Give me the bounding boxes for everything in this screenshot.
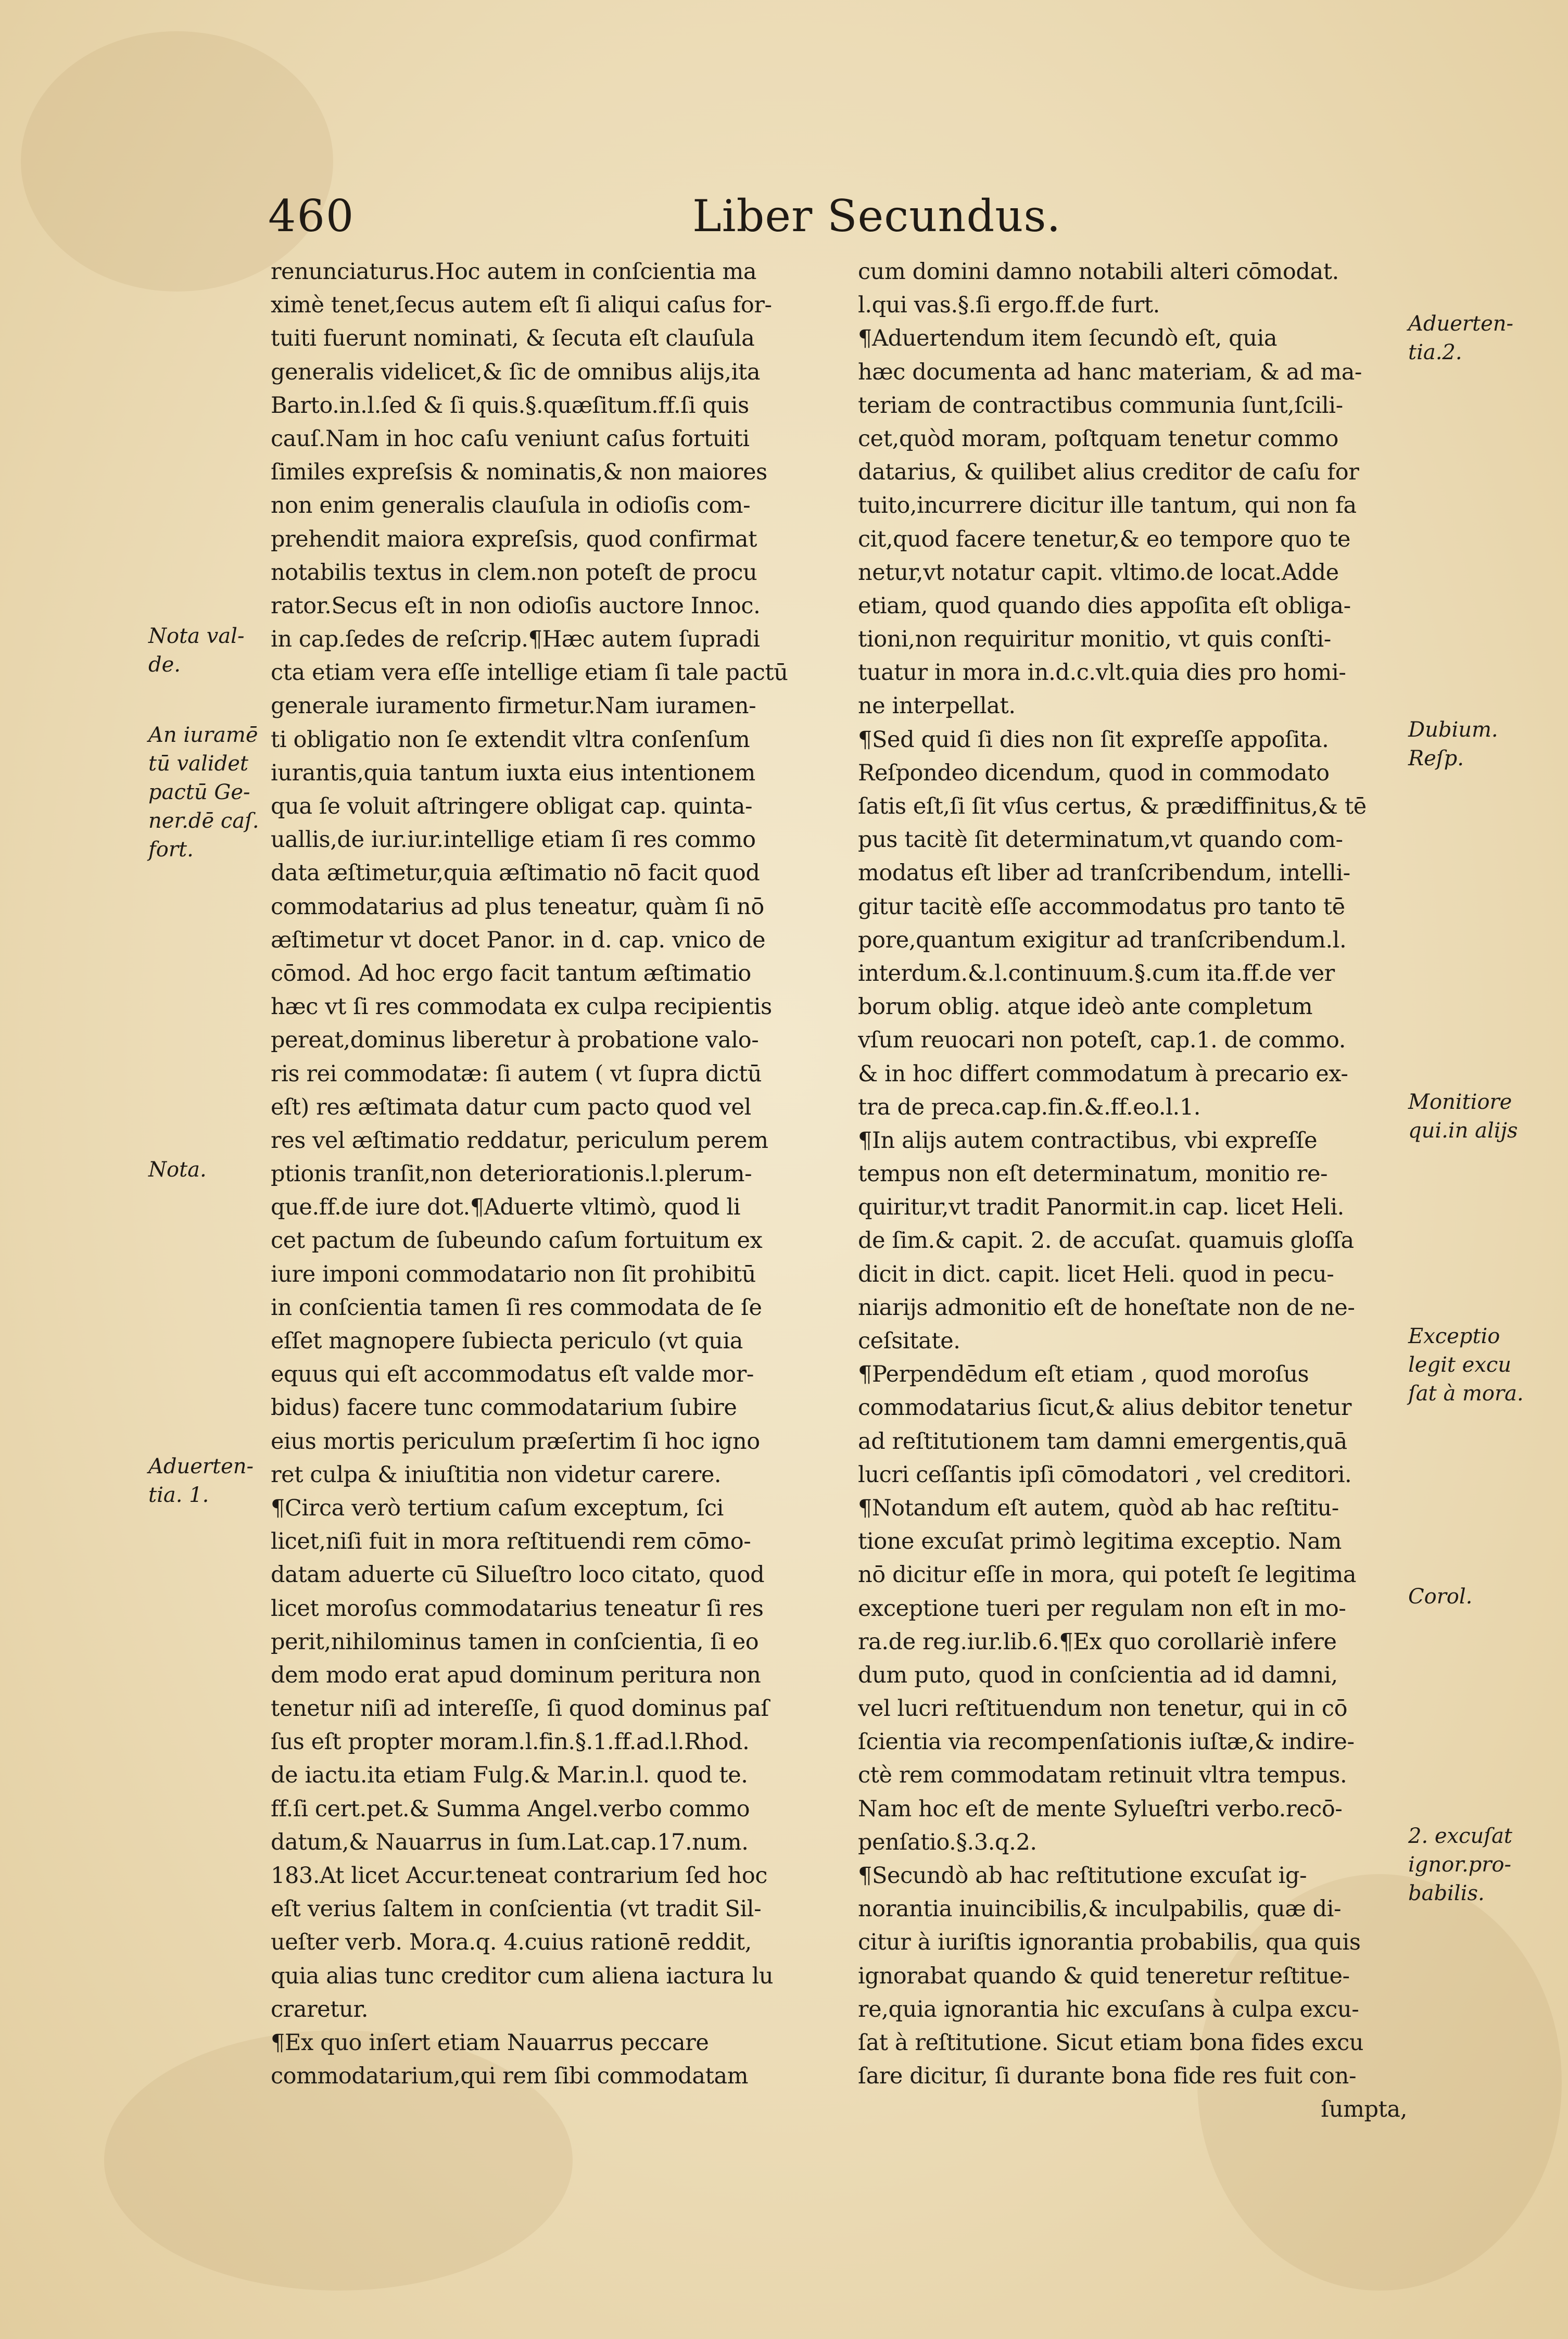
text-line: dem modo erat apud dominum peritura non [271, 1662, 761, 1688]
text-line: de iactu.ita etiam Fulg.& Mar.in.l. quod te. [271, 1762, 748, 1789]
text-line: ſus eſt propter moram.l.fin.§.1.ff.ad.l.Rhod. [271, 1729, 750, 1755]
margin-note-line: Aduerten- [1408, 312, 1514, 336]
text-line: generale iuramento firmetur.Nam iuramen- [271, 693, 756, 719]
margin-note [148, 1156, 207, 1184]
text-line: vel lucri reſtituendum non tenetur, qui in cō [858, 1696, 1348, 1722]
margin-note-line: Nota val- [148, 624, 245, 648]
text-line: ¶Aduertendum item ſecundò eſt, quia [858, 325, 1278, 352]
margin-note-line: Corol. [1408, 1585, 1473, 1609]
text-line: ¶Notandum eſt autem, quòd ab hac reſtitu- [858, 1495, 1339, 1521]
text-line: in cap.ſedes de reſcrip.¶Hæc autem ſupradi [271, 626, 760, 653]
margin-note-line: fort. [148, 838, 194, 862]
text-line: cta etiam vera eſſe intellige etiam ſi tale pactū [271, 660, 788, 686]
margin-note-line: ner.dē caſ. [148, 809, 259, 833]
text-line: cet pactum de ſubeundo caſum fortuitum ex [271, 1228, 763, 1254]
text-line: ſumpta, [1321, 2096, 1407, 2123]
text-line: in conſcientia tamen ſi res commodata de ſe [271, 1294, 762, 1321]
text-line: licet moroſus commodatarius teneatur ſi res [271, 1595, 764, 1622]
text-line: teriam de contractibus communia ſunt,ſcili- [858, 392, 1343, 419]
text-line: tempus non eſt determinatum, monitio re- [858, 1161, 1328, 1187]
text-line: ret culpa & iniuſtitia non videtur carere. [271, 1461, 722, 1488]
margin-note-line: babilis. [1408, 1881, 1485, 1905]
text-line: etiam, quod quando dies appoſita eſt obliga- [858, 592, 1351, 619]
text-line: ſat à reſtitutione. Sicut etiam bona fides excu [858, 2029, 1364, 2056]
text-line: ſare dicitur, ſi durante bona fide res fuit con- [858, 2063, 1357, 2090]
text-line: dicit in dict. capit. licet Heli. quod in pecu- [858, 1261, 1334, 1287]
text-line: ra.de reg.iur.lib.6.¶Ex quo corollariè infere [858, 1628, 1337, 1655]
text-line: ris rei commodatæ: ſi autem ( vt ſupra dictū [271, 1060, 762, 1087]
text-line: res vel æſtimatio reddatur, periculum perem [271, 1127, 768, 1154]
running-head [0, 185, 1568, 247]
text-line: cum domini damno notabili alteri cōmodat. [858, 259, 1339, 285]
text-line: cauſ.Nam in hoc caſu veniunt caſus fortuiti [271, 425, 750, 452]
text-line: ignorabat quando & quid teneretur reſtitue- [858, 1963, 1350, 1989]
text-line: que.ff.de iure dot.¶Aduerte vltimò, quod li [271, 1194, 741, 1221]
text-line: niarijs admonitio eſt de honeſtate non de ne- [858, 1294, 1355, 1321]
margin-note-line: Dubium. [1408, 718, 1498, 742]
text-line: ¶Ex quo inſert etiam Nauarrus peccare [271, 2029, 709, 2056]
text-line: re,quia ignorantia hic excuſans à culpa excu- [858, 1996, 1359, 2022]
margin-note [1408, 310, 1513, 367]
text-line: Nam hoc eſt de mente Sylueſtri verbo.recō- [858, 1796, 1343, 1822]
text-line: tuiti fuerunt nominati, & ſecuta eſt clauſula [271, 325, 755, 352]
text-line: ti obligatio non ſe extendit vltra conſenſum [271, 726, 750, 753]
text-line: ¶Perpendēdum eſt etiam , quod moroſus [858, 1361, 1309, 1388]
margin-note [1408, 716, 1498, 773]
text-line: commodatarius ſicut,& alius debitor tenetur [858, 1395, 1351, 1421]
text-line: pereat,dominus liberetur à probatione valo- [271, 1027, 759, 1054]
page-title: Liber Secundus. [692, 191, 1061, 242]
text-line: hæc vt ſi res commodata ex culpa recipientis [271, 994, 772, 1020]
text-line: quia alias tunc creditor cum aliena iactura lu [271, 1963, 774, 1989]
text-line: tione excuſat primò legitima exceptio. Nam [858, 1528, 1342, 1555]
margin-note-line: ignor.pro- [1408, 1853, 1512, 1877]
margin-note [1408, 1322, 1524, 1408]
text-line: ſcientia via recompenſationis iuſtæ,& indire- [858, 1729, 1355, 1755]
text-line: pore,quantum exigitur ad tranſcribendum.l. [858, 927, 1347, 953]
text-line: l.qui vas.§.ſi ergo.ff.de furt. [858, 292, 1160, 319]
margin-note-line: ſat à mora. [1408, 1382, 1524, 1406]
margin-note [1408, 1088, 1518, 1145]
text-line: data æſtimetur,quia æſtimatio nō facit quod [271, 860, 760, 887]
text-line: quiritur,vt tradit Panormit.in cap. licet Heli. [858, 1194, 1344, 1221]
margin-note-line: tū validet [148, 752, 248, 776]
margin-note [148, 1452, 254, 1510]
text-line: equus qui eſt accommodatus eſt valde mor- [271, 1361, 754, 1388]
margin-note [1408, 1822, 1512, 1908]
text-line: eius mortis periculum præſertim ſi hoc igno [271, 1428, 760, 1455]
margin-note [148, 622, 244, 679]
text-line: ad reſtitutionem tam damni emergentis,quā [858, 1428, 1347, 1455]
margin-note-line: Monitiore [1408, 1090, 1512, 1114]
text-line: dum puto, quod in conſcientia ad id damni, [858, 1662, 1338, 1688]
text-line: borum oblig. atque ideò ante completum [858, 994, 1313, 1020]
text-line: datam aduerte cū Silueſtro loco citato, quod [271, 1562, 765, 1588]
margin-note [148, 721, 259, 864]
text-line: cōmod. Ad hoc ergo facit tantum æſtimatio [271, 960, 751, 987]
text-line: gitur tacitè eſſe accommodatus pro tanto tē [858, 893, 1345, 920]
text-line: ¶In alijs autem contractibus, vbi expreſſe [858, 1127, 1318, 1154]
text-line: datarius, & quilibet alius creditor de caſu for [858, 459, 1359, 486]
text-line: Reſpondeo dicendum, quod in commodato [858, 760, 1330, 786]
text-line: ſatis eſt,ſi ſit vſus certus, & prædiffinitus,& tē [858, 793, 1367, 819]
text-line: ¶Sed quid ſi dies non ſit expreſſe appoſita. [858, 726, 1329, 753]
text-line: citur à iuriſtis ignorantia probabilis, qua quis [858, 1929, 1361, 1956]
text-line: ſimiles expreſsis & nominatis,& non maiores [271, 459, 767, 486]
text-line: exceptione tueri per regulam non eſt in mo- [858, 1595, 1346, 1622]
margin-note-line: tia. 1. [148, 1483, 209, 1507]
text-line: 183.At licet Accur.teneat contrarium ſed hoc [271, 1863, 768, 1889]
right-text-column [858, 255, 1407, 2127]
text-line: ximè tenet,ſecus autem eſt ſi aliqui caſus for- [271, 292, 772, 319]
text-line: ff.ſi cert.pet.& Summa Angel.verbo commo [271, 1796, 750, 1822]
margin-note-line: 2. excuſat [1408, 1824, 1512, 1848]
text-line: norantia inuincibilis,& inculpabilis, quæ di- [858, 1896, 1342, 1923]
margin-note-line: legit excu [1408, 1353, 1512, 1377]
text-line: nō dicitur eſſe in mora, qui poteſt ſe legitima [858, 1562, 1357, 1588]
margin-note-line: An iuramē [148, 723, 258, 747]
text-line: non enim generalis clauſula in odioſis com- [271, 492, 751, 519]
text-line: penſatio.§.3.q.2. [858, 1829, 1037, 1855]
text-line: commodatarium,qui rem ſibi commodatam [271, 2063, 749, 2090]
text-line: licet,niſi fuit in mora reſtituendi rem cōmo- [271, 1528, 751, 1555]
text-line: vſum reuocari non poteſt, cap.1. de commo. [858, 1027, 1346, 1054]
text-line: iurantis,quia tantum iuxta eius intentionem [271, 760, 755, 786]
paper-stain [21, 31, 333, 292]
text-line: ueſter verb. Mora.q. 4.cuius rationē reddit, [271, 1929, 752, 1956]
margin-note-line: Nota. [148, 1158, 207, 1182]
text-line: hæc documenta ad hanc materiam, & ad ma- [858, 359, 1362, 385]
text-line: perit,nihilominus tamen in conſcientia, ſi eo [271, 1628, 759, 1655]
text-line: prehendit maiora expreſsis, quod confirmat [271, 526, 757, 552]
text-line: eſt verius ſaltem in conſcientia (vt tradit Sil- [271, 1896, 762, 1923]
margin-note-line: qui.in alijs [1408, 1119, 1518, 1143]
text-line: tenetur niſi ad intereſſe, ſi quod dominus paſ [271, 1696, 769, 1722]
text-line: ¶Circa verò tertium caſum exceptum, ſci [271, 1495, 724, 1521]
page-number: 460 [268, 191, 355, 242]
text-line: tioni,non requiritur monitio, vt quis conſti- [858, 626, 1331, 653]
text-line: commodatarius ad plus teneatur, quàm ſi nō [271, 893, 764, 920]
text-line: interdum.&.l.continuum.§.cum ita.ff.de ver [858, 960, 1335, 987]
text-line: tuatur in mora in.d.c.vlt.quia dies pro homi- [858, 660, 1346, 686]
text-line: eſſet magnopere ſubiecta periculo (vt quia [271, 1328, 743, 1354]
text-line: ¶Secundò ab hac reſtitutione excuſat ig- [858, 1863, 1307, 1889]
text-line: netur,vt notatur capit. vltimo.de locat.Adde [858, 559, 1339, 586]
margin-note-line: Exceptio [1408, 1324, 1500, 1348]
text-line: ne interpellat. [858, 693, 1016, 719]
text-line: tra de preca.cap.fin.&.ff.eo.l.1. [858, 1094, 1201, 1120]
margin-note-line: de. [148, 653, 181, 677]
text-line: generalis videlicet,& ſic de omnibus alijs,ita [271, 359, 761, 385]
text-line: tuito,incurrere dicitur ille tantum, qui non fa [858, 492, 1357, 519]
text-line: ceſsitate. [858, 1328, 960, 1354]
text-line: de ſim.& capit. 2. de accuſat. quamuis gloſſa [858, 1228, 1354, 1254]
text-line: lucri ceſſantis ipſi cōmodatori , vel creditori. [858, 1461, 1352, 1488]
text-line: datum,& Nauarrus in ſum.Lat.cap.17.num. [271, 1829, 749, 1855]
text-line: modatus eſt liber ad tranſcribendum, intelli- [858, 860, 1350, 887]
text-line: cit,quod facere tenetur,& eo tempore quo te [858, 526, 1351, 552]
left-text-column [271, 255, 820, 2093]
margin-note-line: Aduerten- [148, 1455, 254, 1478]
text-line: iure imponi commodatario non ſit prohibitū [271, 1261, 756, 1287]
text-line: æſtimetur vt docet Panor. in d. cap. vnico de [271, 927, 766, 953]
margin-note-line: Reſp. [1408, 747, 1464, 770]
text-line: eſt) res æſtimata datur cum pacto quod vel [271, 1094, 751, 1120]
text-line: notabilis textus in clem.non poteſt de procu [271, 559, 757, 586]
text-line: cet,quòd moram, poſtquam tenetur commo [858, 425, 1338, 452]
text-line: ctè rem commodatam retinuit vltra tempus. [858, 1762, 1347, 1789]
text-line: pus tacitè ſit determinatum,vt quando com- [858, 827, 1343, 853]
text-line: Barto.in.l.ſed & ſi quis.§.quæſitum.ff.ſi quis [271, 392, 749, 419]
text-line: bidus) facere tunc commodatarium ſubire [271, 1395, 737, 1421]
text-line: craretur. [271, 1996, 369, 2022]
text-line: renunciaturus.Hoc autem in conſcientia ma [271, 259, 757, 285]
margin-note-line: tia.2. [1408, 340, 1462, 364]
text-line: qua ſe voluit aſtringere obligat cap. quinta- [271, 793, 753, 819]
text-line: uallis,de iur.iur.intellige etiam ſi res commo [271, 827, 756, 853]
text-line: ptionis tranſit,non deteriorationis.l.plerum- [271, 1161, 752, 1187]
margin-note [1408, 1583, 1472, 1611]
text-line: rator.Secus eſt in non odioſis auctore Innoc. [271, 592, 761, 619]
text-line: & in hoc differt commodatum à precario ex- [858, 1060, 1348, 1087]
margin-note-line: pactū Ge- [148, 780, 250, 804]
